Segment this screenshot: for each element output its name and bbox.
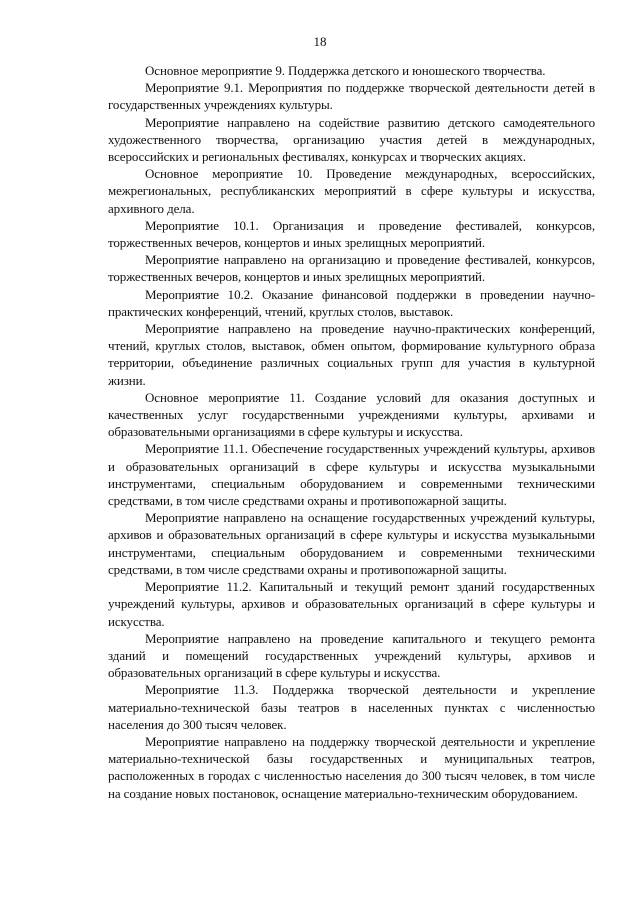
paragraph-main-event-11: Основное мероприятие 11. Создание условий для оказания доступных и качественных услуг государственными учреждениями культуры, архивами и образовательными организациями в сфере культуры и искусства. bbox=[108, 389, 595, 440]
paragraph-event-11-1: Мероприятие 11.1. Обеспечение государственных учреждений культуры, архивов и образовательных организаций в сфере культуры и искусства музыкальными инструментами, специальным оборудованием и современными техническими средствами, в том числе средствами охраны и противопожарной защиты. bbox=[108, 441, 595, 509]
paragraph-event-11-2-description: Мероприятие направлено на проведение капитального и текущего ремонта зданий и помещений государственных учреждений культуры, архивов и образовательных организаций в сфере культуры и искусства. bbox=[108, 630, 595, 681]
paragraph-event-10-1-description: Мероприятие направлено на организацию и проведение фестивалей, конкурсов, торжественных вечеров, концертов и иных зрелищных мероприятий. bbox=[108, 252, 595, 285]
paragraph-event-9-1: Мероприятие 9.1. Мероприятия по поддержке творческой деятельности детей в государственных учреждениях культуры. bbox=[108, 80, 595, 113]
paragraph-event-10-2: Мероприятие 10.2. Оказание финансовой поддержки в проведении научно-практических конференций, чтений, круглых столов, выставок. bbox=[108, 286, 595, 319]
paragraph-event-10-2-description: Мероприятие направлено на проведение научно-практических конференций, чтений, круглых столов, выставок, обмен опытом, формирование культурного образа территории, объединение различных социальных групп для участия в культурной жизни. bbox=[108, 321, 595, 388]
document-body bbox=[108, 62, 595, 802]
paragraph-event-11-3-description: Мероприятие направлено на поддержку творческой деятельности и укрепление материально-технической базы государственных и муниципальных театров, расположенных в городах с численностью населения до 300 тысяч человек, в том числе на создание новых постановок, оснащение материально-техническим оборудованием. bbox=[108, 733, 595, 801]
paragraph-main-event-10: Основное мероприятие 10. Проведение международных, всероссийских, межрегиональных, республиканских мероприятий в сфере культуры и искусства, архивного дела. bbox=[108, 166, 595, 216]
paragraph-event-10-1: Мероприятие 10.1. Организация и проведение фестивалей, конкурсов, торжественных вечеров, концертов и иных зрелищных мероприятий. bbox=[108, 217, 595, 251]
paragraph-main-event-9: Основное мероприятие 9. Поддержка детского и юношеского творчества. bbox=[145, 63, 546, 78]
paragraph-event-11-2: Мероприятие 11.2. Капитальный и текущий ремонт зданий государственных учреждений культуры, архивов и образовательных организаций в сфере культуры и искусства. bbox=[108, 579, 595, 629]
page-number: 18 bbox=[313, 34, 327, 49]
paragraph-event-11-1-description: Мероприятие направлено на оснащение государственных учреждений культуры, архивов и образовательных организаций в сфере культуры и искусства музыкальными инструментами, специальным оборудованием и современными техническими средствами, в том числе средствами охраны и противопожарной защиты. bbox=[108, 510, 595, 577]
paragraph-event-11-3: Мероприятие 11.3. Поддержка творческой деятельности и укрепление материально-технической базы театров в населенных пунктах с численностью населения до 300 тысяч человек. bbox=[108, 682, 595, 732]
paragraph-event-9-1-description: Мероприятие направлено на содействие развитию детского самодеятельного художественного творчества, организацию участия детей в международных, всероссийских и региональных фестивалях, конкурсах и творческих акциях. bbox=[108, 114, 595, 165]
